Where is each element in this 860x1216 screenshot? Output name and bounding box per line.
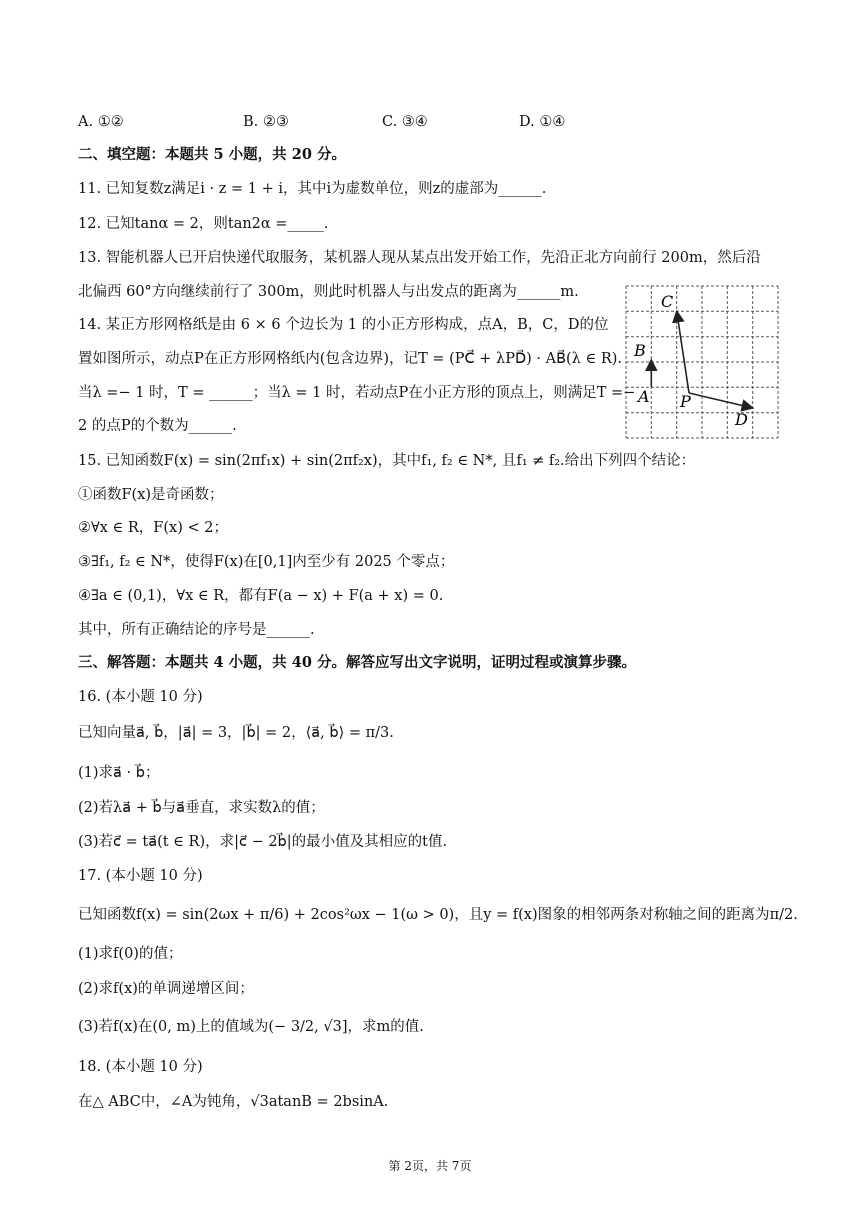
question-17-part-1: (1)求f(0)的值；	[78, 946, 183, 962]
grid-figure	[622, 282, 782, 442]
question-17-part-3: (3)若f(x)在(0, m)上的值域为(− 3/2, √3]，求m的值.	[78, 1019, 424, 1035]
question-15-conclusion-4: ④∃a ∈ (0,1)，∀x ∈ R，都有F(a − x) + F(a + x) = 0.	[78, 588, 444, 604]
question-18-heading: 18. (本小题 10 分)	[78, 1059, 203, 1075]
question-14-line-4: 2 的点P的个数为______.	[78, 418, 237, 434]
option-b: B. ②③	[243, 114, 289, 130]
point-a-label: A	[638, 387, 650, 406]
section-3-title: 三、解答题：本题共 4 小题，共 40 分。解答应写出文字说明，证明过程或演算步骤。	[78, 654, 636, 671]
question-17-part-2: (2)求f(x)的单调递增区间；	[78, 981, 254, 997]
option-c: C. ③④	[382, 114, 428, 130]
point-p-label: P	[680, 392, 691, 411]
question-12: 12. 已知tanα = 2，则tan2α =_____.	[78, 216, 329, 232]
point-c-label: C	[661, 292, 674, 311]
question-15-conclusion-1: ①函数F(x)是奇函数；	[78, 487, 224, 503]
point-b-label: B	[634, 341, 646, 360]
point-d-label: D	[735, 410, 748, 429]
question-13-line-2: 北偏西 60°方向继续前行了 300m，则此时机器人与出发点的距离为______m.	[78, 284, 579, 300]
vector-pd	[689, 393, 753, 408]
question-11: 11. 已知复数z满足i · z = 1 + i，其中i为虚数单位，则z的虚部为______.	[78, 181, 547, 197]
question-15-line-1: 15. 已知函数F(x) = sin(2πf₁x) + sin(2πf₂x)，其中f₁, f₂ ∈ N*, 且f₁ ≠ f₂.给出下列四个结论：	[78, 453, 696, 469]
question-16-heading: 16. (本小题 10 分)	[78, 689, 203, 705]
vector-pc	[677, 311, 689, 393]
question-17-given: 已知函数f(x) = sin(2ωx + π/6) + 2cos²ωx − 1(ω > 0)，且y = f(x)图象的相邻两条对称轴之间的距离为π/2.	[78, 907, 798, 923]
question-16-given: 已知向量a⃗, b⃗，|a⃗| = 3，|b⃗| = 2，⟨a⃗, b⃗⟩ = π/3.	[78, 725, 394, 741]
section-2-title: 二、填空题：本题共 5 小题，共 20 分。	[78, 146, 346, 163]
option-a: A. ①②	[78, 114, 124, 130]
page-footer: 第 2页，共 7页	[388, 1159, 472, 1173]
grid-figure-svg	[622, 282, 782, 442]
grid-lines	[626, 286, 778, 438]
question-15-conclusion-2: ②∀x ∈ R，F(x) < 2；	[78, 520, 228, 536]
question-16-part-2: (2)若λa⃗ + b⃗与a⃗垂直，求实数λ的值；	[78, 800, 325, 816]
question-17-heading: 17. (本小题 10 分)	[78, 868, 203, 884]
question-13-line-1: 13. 智能机器人已开启快递代取服务，某机器人现从某点出发开始工作，先沿正北方向前行 200m，然后沿	[78, 250, 761, 266]
question-16-part-3: (3)若c⃗ = ta⃗(t ∈ R)，求|c⃗ − 2b⃗|的最小值及其相应的t值.	[78, 834, 448, 850]
question-15-end: 其中，所有正确结论的序号是______.	[78, 622, 315, 638]
question-14-line-2: 置如图所示，动点P在正方形网格纸内(包含边界)，记T = (PC⃗ + λPD⃗) · AB⃗(λ ∈ R).	[78, 351, 623, 367]
question-15-conclusion-3: ③∃f₁, f₂ ∈ N*，使得F(x)在[0,1]内至少有 2025 个零点；	[78, 554, 455, 570]
question-14-line-1: 14. 某正方形网格纸是由 6 × 6 个边长为 1 的小正方形构成，点A，B，C，D的位	[78, 317, 609, 333]
option-d: D. ①④	[519, 114, 566, 130]
question-16-part-1: (1)求a⃗ · b⃗；	[78, 765, 160, 781]
question-14-line-3: 当λ =− 1 时，T = ______；当λ = 1 时，若动点P在小正方形的顶点上，则满足T =−	[78, 385, 636, 401]
question-18-given: 在△ ABC中，∠A为钝角，√3atanB = 2bsinA.	[78, 1094, 389, 1110]
